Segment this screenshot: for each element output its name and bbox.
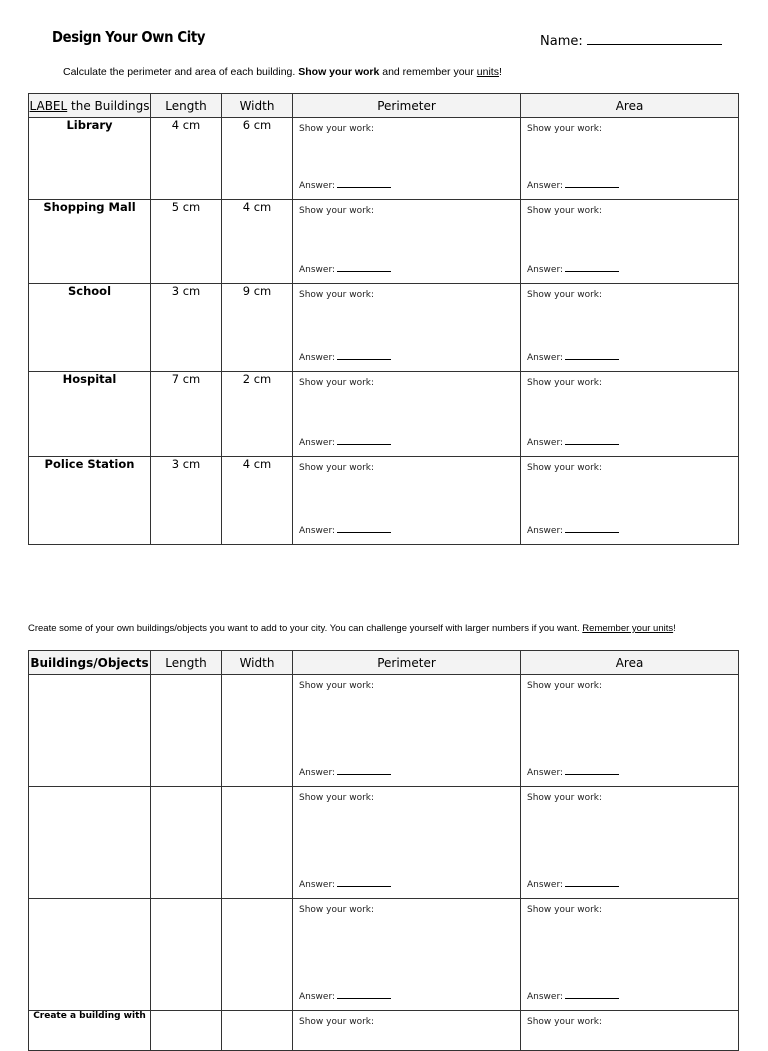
name-label: Name:	[540, 34, 583, 49]
answer-blank[interactable]	[337, 878, 391, 887]
show-work-label: Show your work:	[527, 1017, 603, 1027]
table-row	[29, 457, 739, 545]
building-width-blank[interactable]	[222, 787, 293, 899]
building-length-blank[interactable]	[151, 787, 222, 899]
name-blank-line[interactable]	[587, 33, 722, 45]
instructions-text: Calculate the perimeter and area of each building.	[63, 66, 299, 78]
answer-line[interactable]	[299, 436, 391, 448]
answer-label: Answer:	[299, 181, 336, 191]
instructions-text: and remember your	[379, 66, 477, 78]
show-work-label: Show your work:	[527, 124, 603, 134]
area-work-cell[interactable]	[521, 675, 739, 787]
show-work-label: Show your work:	[527, 378, 603, 388]
building-name: Shopping Mall	[29, 200, 151, 284]
show-work-label: Show your work:	[299, 1017, 375, 1027]
building-name: Police Station	[29, 457, 151, 545]
answer-blank[interactable]	[337, 990, 391, 999]
answer-line[interactable]	[299, 179, 391, 191]
show-work-label: Show your work:	[527, 290, 603, 300]
answer-label: Answer:	[299, 353, 336, 363]
answer-label: Answer:	[527, 992, 564, 1002]
building-width: 2 cm	[222, 372, 293, 457]
show-work-label: Show your work:	[527, 681, 603, 691]
instructions-text: !	[673, 623, 676, 634]
table-row	[29, 200, 739, 284]
answer-label: Answer:	[527, 181, 564, 191]
answer-line[interactable]	[299, 351, 391, 363]
answer-line[interactable]	[299, 766, 391, 778]
header-perimeter: Perimeter	[293, 94, 521, 118]
answer-label: Answer:	[527, 265, 564, 275]
answer-line[interactable]	[299, 878, 391, 890]
show-work-label: Show your work:	[527, 463, 603, 473]
answer-line[interactable]	[299, 524, 391, 536]
answer-label: Answer:	[527, 880, 564, 890]
building-width-blank[interactable]	[222, 675, 293, 787]
header-length: Length	[151, 94, 222, 118]
table-row	[29, 118, 739, 200]
page-title: Design Your Own City	[52, 28, 206, 46]
header-area: Area	[521, 651, 739, 675]
table-row	[29, 284, 739, 372]
header-area: Area	[521, 94, 739, 118]
answer-line[interactable]	[527, 263, 619, 275]
answer-line[interactable]	[527, 766, 619, 778]
header-buildings-objects: Buildings/Objects	[29, 651, 151, 675]
building-width: 4 cm	[222, 200, 293, 284]
instructions-bold: Show your work	[298, 66, 380, 78]
answer-label: Answer:	[527, 438, 564, 448]
header-width: Width	[222, 94, 293, 118]
answer-line[interactable]	[299, 990, 391, 1002]
answer-line[interactable]	[527, 990, 619, 1002]
create-building-label: Create a building with	[29, 1011, 151, 1051]
building-length: 3 cm	[151, 457, 222, 545]
answer-blank[interactable]	[565, 524, 619, 533]
table-row	[29, 899, 739, 1011]
answer-line[interactable]	[299, 263, 391, 275]
instructions-create	[28, 623, 676, 634]
instructions-underlined: units	[476, 66, 499, 78]
instructions-calculate	[63, 66, 502, 78]
area-work-cell[interactable]	[521, 118, 739, 200]
answer-blank[interactable]	[337, 436, 391, 445]
building-width-blank[interactable]	[222, 1011, 293, 1051]
instructions-text: !	[498, 66, 502, 78]
answer-blank[interactable]	[565, 179, 619, 188]
perimeter-work-cell[interactable]	[293, 787, 521, 899]
building-width: 4 cm	[222, 457, 293, 545]
answer-blank[interactable]	[337, 524, 391, 533]
area-work-cell[interactable]	[521, 200, 739, 284]
show-work-label: Show your work:	[299, 463, 375, 473]
table-row	[29, 787, 739, 899]
show-work-label: Show your work:	[527, 905, 603, 915]
perimeter-work-cell[interactable]	[293, 372, 521, 457]
building-length: 4 cm	[151, 118, 222, 200]
area-work-cell[interactable]	[521, 284, 739, 372]
table-row	[29, 675, 739, 787]
answer-blank[interactable]	[337, 263, 391, 272]
show-work-label: Show your work:	[299, 793, 375, 803]
show-work-label: Show your work:	[527, 206, 603, 216]
instructions-underlined: Remember your units	[582, 623, 674, 634]
answer-label: Answer:	[299, 768, 336, 778]
building-length: 7 cm	[151, 372, 222, 457]
name-field[interactable]	[540, 33, 722, 49]
building-length-blank[interactable]	[151, 1011, 222, 1051]
header-label-rest: the Buildings	[67, 98, 150, 113]
answer-line[interactable]	[527, 436, 619, 448]
answer-blank[interactable]	[337, 351, 391, 360]
answer-label: Answer:	[527, 353, 564, 363]
table-header-row	[29, 94, 739, 118]
show-work-label: Show your work:	[299, 290, 375, 300]
answer-line[interactable]	[527, 524, 619, 536]
answer-label: Answer:	[299, 880, 336, 890]
building-name: Library	[29, 118, 151, 200]
show-work-label: Show your work:	[299, 378, 375, 388]
instructions-text: Create some of your own buildings/objects you want to add to your city. You can challenge yourself with larger numbers if you want.	[28, 623, 583, 634]
buildings-table	[28, 93, 739, 545]
header-width: Width	[222, 651, 293, 675]
building-name: School	[29, 284, 151, 372]
building-length-blank[interactable]	[151, 899, 222, 1011]
answer-blank[interactable]	[337, 766, 391, 775]
custom-buildings-table	[28, 650, 739, 1051]
answer-line[interactable]	[527, 878, 619, 890]
building-length: 5 cm	[151, 200, 222, 284]
building-name-blank[interactable]	[29, 675, 151, 787]
answer-line[interactable]	[527, 179, 619, 191]
answer-blank[interactable]	[565, 263, 619, 272]
answer-label: Answer:	[299, 265, 336, 275]
perimeter-work-cell[interactable]	[293, 1011, 521, 1051]
answer-blank[interactable]	[565, 766, 619, 775]
building-name: Hospital	[29, 372, 151, 457]
area-work-cell[interactable]	[521, 1011, 739, 1051]
show-work-label: Show your work:	[527, 793, 603, 803]
answer-label: Answer:	[299, 526, 336, 536]
answer-blank[interactable]	[337, 179, 391, 188]
header-length: Length	[151, 651, 222, 675]
building-width: 9 cm	[222, 284, 293, 372]
area-work-cell[interactable]	[521, 787, 739, 899]
answer-label: Answer:	[527, 526, 564, 536]
area-work-cell[interactable]	[521, 457, 739, 545]
building-width-blank[interactable]	[222, 899, 293, 1011]
show-work-label: Show your work:	[299, 124, 375, 134]
perimeter-work-cell[interactable]	[293, 284, 521, 372]
building-name-blank[interactable]	[29, 899, 151, 1011]
answer-label: Answer:	[299, 992, 336, 1002]
answer-blank[interactable]	[565, 878, 619, 887]
table-header-row	[29, 651, 739, 675]
show-work-label: Show your work:	[299, 905, 375, 915]
area-work-cell[interactable]	[521, 899, 739, 1011]
answer-line[interactable]	[527, 351, 619, 363]
answer-blank[interactable]	[565, 990, 619, 999]
answer-label: Answer:	[299, 438, 336, 448]
perimeter-work-cell[interactable]	[293, 899, 521, 1011]
answer-label: Answer:	[527, 768, 564, 778]
show-work-label: Show your work:	[299, 206, 375, 216]
answer-blank[interactable]	[565, 351, 619, 360]
perimeter-work-cell[interactable]	[293, 200, 521, 284]
building-length-blank[interactable]	[151, 675, 222, 787]
building-width: 6 cm	[222, 118, 293, 200]
building-length: 3 cm	[151, 284, 222, 372]
building-name-blank[interactable]	[29, 787, 151, 899]
header-label-buildings	[29, 94, 151, 118]
perimeter-work-cell[interactable]	[293, 457, 521, 545]
answer-blank[interactable]	[565, 436, 619, 445]
area-work-cell[interactable]	[521, 372, 739, 457]
show-work-label: Show your work:	[299, 681, 375, 691]
perimeter-work-cell[interactable]	[293, 675, 521, 787]
perimeter-work-cell[interactable]	[293, 118, 521, 200]
header-perimeter: Perimeter	[293, 651, 521, 675]
table-row	[29, 372, 739, 457]
table-row	[29, 1011, 739, 1051]
header-label-underlined: LABEL	[29, 98, 68, 113]
